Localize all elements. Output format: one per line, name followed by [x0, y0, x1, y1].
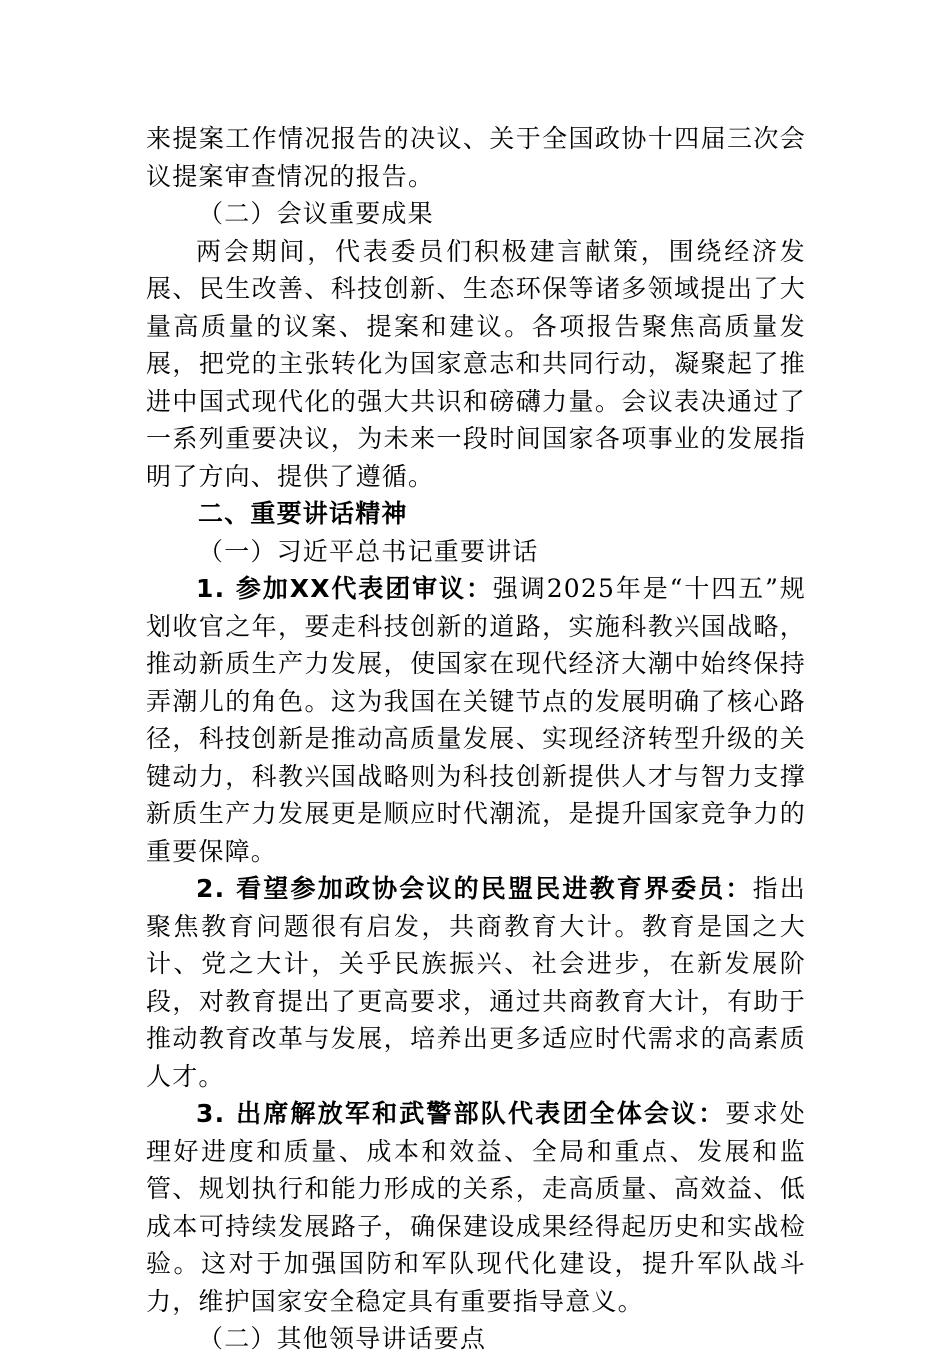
speech-item-1 [146, 570, 806, 870]
section-1-2-body: 两会期间，代表委员们积极建言献策，围绕经济发展、民生改善、科技创新、生态环保等诸多领域提出了大量高质量的议案、提案和建议。各项报告聚焦高质量发展，把党的主张转化为国家意志和共同行动，凝聚起了推进中国式现代化的强大共识和磅礴力量。会议表决通过了一系列重要决议，为未来一段时间国家各项事业的发展指明了方向、提供了遵循。 [146, 236, 806, 491]
document-page [146, 120, 806, 1358]
speech-item-1-lead: 1. 参加XX代表团审议： [196, 574, 493, 603]
section-2-title: 二、重要讲话精神 [198, 499, 408, 528]
speech-item-2-body: 指出聚焦教育问题很有启发，共商教育大计。教育是国之大计、党之大计，关乎民族振兴、社会进步，在新发展阶段，对教育提出了更高要求，通过共商教育大计，有助于推动教育改革与发展，培养出更多适应时代需求的高素质人才。 [146, 874, 807, 1091]
speech-item-1-body: 强调2025年是“十四五”规划收官之年，要走科技创新的道路，实施科教兴国战略，推动新质生产力发展，使国家在现代经济大潮中始终保持弄潮儿的角色。这为我国在关键节点的发展明确了核心路径，科技创新是推动高质量发展、实现经济转型升级的关键动力，科教兴国战略则为科技创新提供人才与智力支撑新质生产力发展更是顺应时代潮流，是提升国家竞争力的重要保障。 [146, 574, 806, 866]
speech-item-3-lead: 3. 出席解放军和武警部队代表团全体会议： [196, 1099, 726, 1128]
speech-item-3-body: 要求处理好进度和质量、成本和效益、全局和重点、发展和监管、规划执行和能力形成的关系，走高质量、高效益、低成本可持续发展路子，确保建设成果经得起历史和实战检验。这对于加强国防和军队现代化建设，提升军队战斗力，维护国家安全稳定具有重要指导意义。 [146, 1099, 806, 1316]
intro-continuation: 来提案工作情况报告的决议、关于全国政协十四届三次会议提案审查情况的报告。 [146, 124, 806, 191]
speech-item-2 [146, 870, 806, 1095]
section-1-2-title: （二）会议重要成果 [198, 199, 434, 228]
speech-item-2-lead: 2. 看望参加政协会议的民盟民进教育界委员： [196, 874, 753, 903]
section-2-1-title: （一）习近平总书记重要讲话 [198, 536, 539, 566]
section-2-2-title: （二）其他领导讲话要点 [198, 1324, 487, 1353]
speech-item-3 [146, 1095, 806, 1320]
